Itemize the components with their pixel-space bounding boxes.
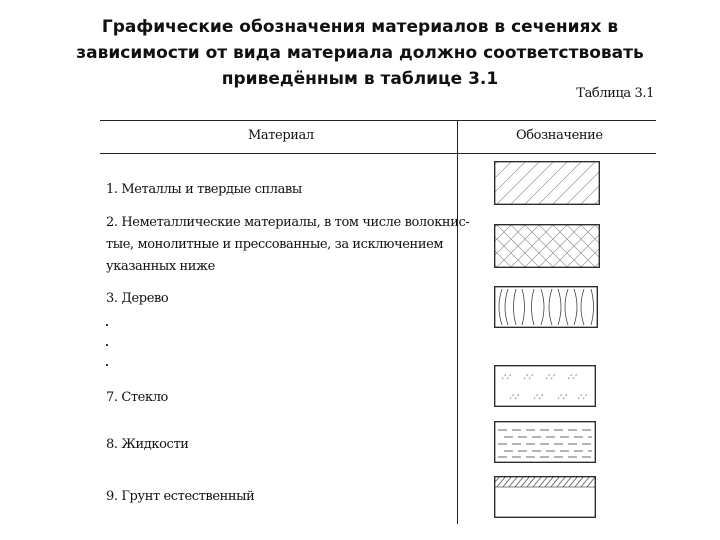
soil-swatch <box>494 476 596 518</box>
row-label-nonmetals-line2: тые, монолитные и прессованные, за исключением <box>106 237 444 252</box>
row-label-glass: 7. Стекло <box>106 390 168 405</box>
ellipsis-dot <box>106 344 108 346</box>
nonmetal-crosshatch-swatch <box>494 224 600 268</box>
slide-title-line: приведённым в таблице 3.1 <box>221 69 499 89</box>
row-label-wood: 3. Дерево <box>106 291 169 306</box>
slide-title-line: зависимости от вида материала должно соответствовать <box>76 43 644 63</box>
row-label-soil: 9. Грунт естественный <box>106 489 255 504</box>
row-label-nonmetals-line3: указанных ниже <box>106 259 215 274</box>
liquid-dashes-swatch <box>494 421 596 463</box>
table-top-rule <box>100 120 656 121</box>
column-header-material: Материал <box>248 128 314 143</box>
row-label-liquids: 8. Жидкости <box>106 437 189 452</box>
wood-arcs-swatch <box>494 286 598 328</box>
ellipsis-dot <box>106 324 108 326</box>
table-caption: Таблица 3.1 <box>576 86 654 101</box>
column-header-designation: Обозначение <box>516 128 603 143</box>
table-header-rule <box>100 153 656 154</box>
metal-hatch-swatch <box>494 161 600 205</box>
slide-title <box>40 14 680 92</box>
ellipsis-dot <box>106 364 108 366</box>
table-column-divider <box>457 120 458 524</box>
slide-title-line: Графические обозначения материалов в сечениях в <box>101 17 619 37</box>
row-label-metals: 1. Металлы и твердые сплавы <box>106 182 302 197</box>
row-label-nonmetals-line1: 2. Неметаллические материалы, в том числе волокнис- <box>106 215 470 230</box>
glass-strokes-swatch <box>494 365 596 407</box>
